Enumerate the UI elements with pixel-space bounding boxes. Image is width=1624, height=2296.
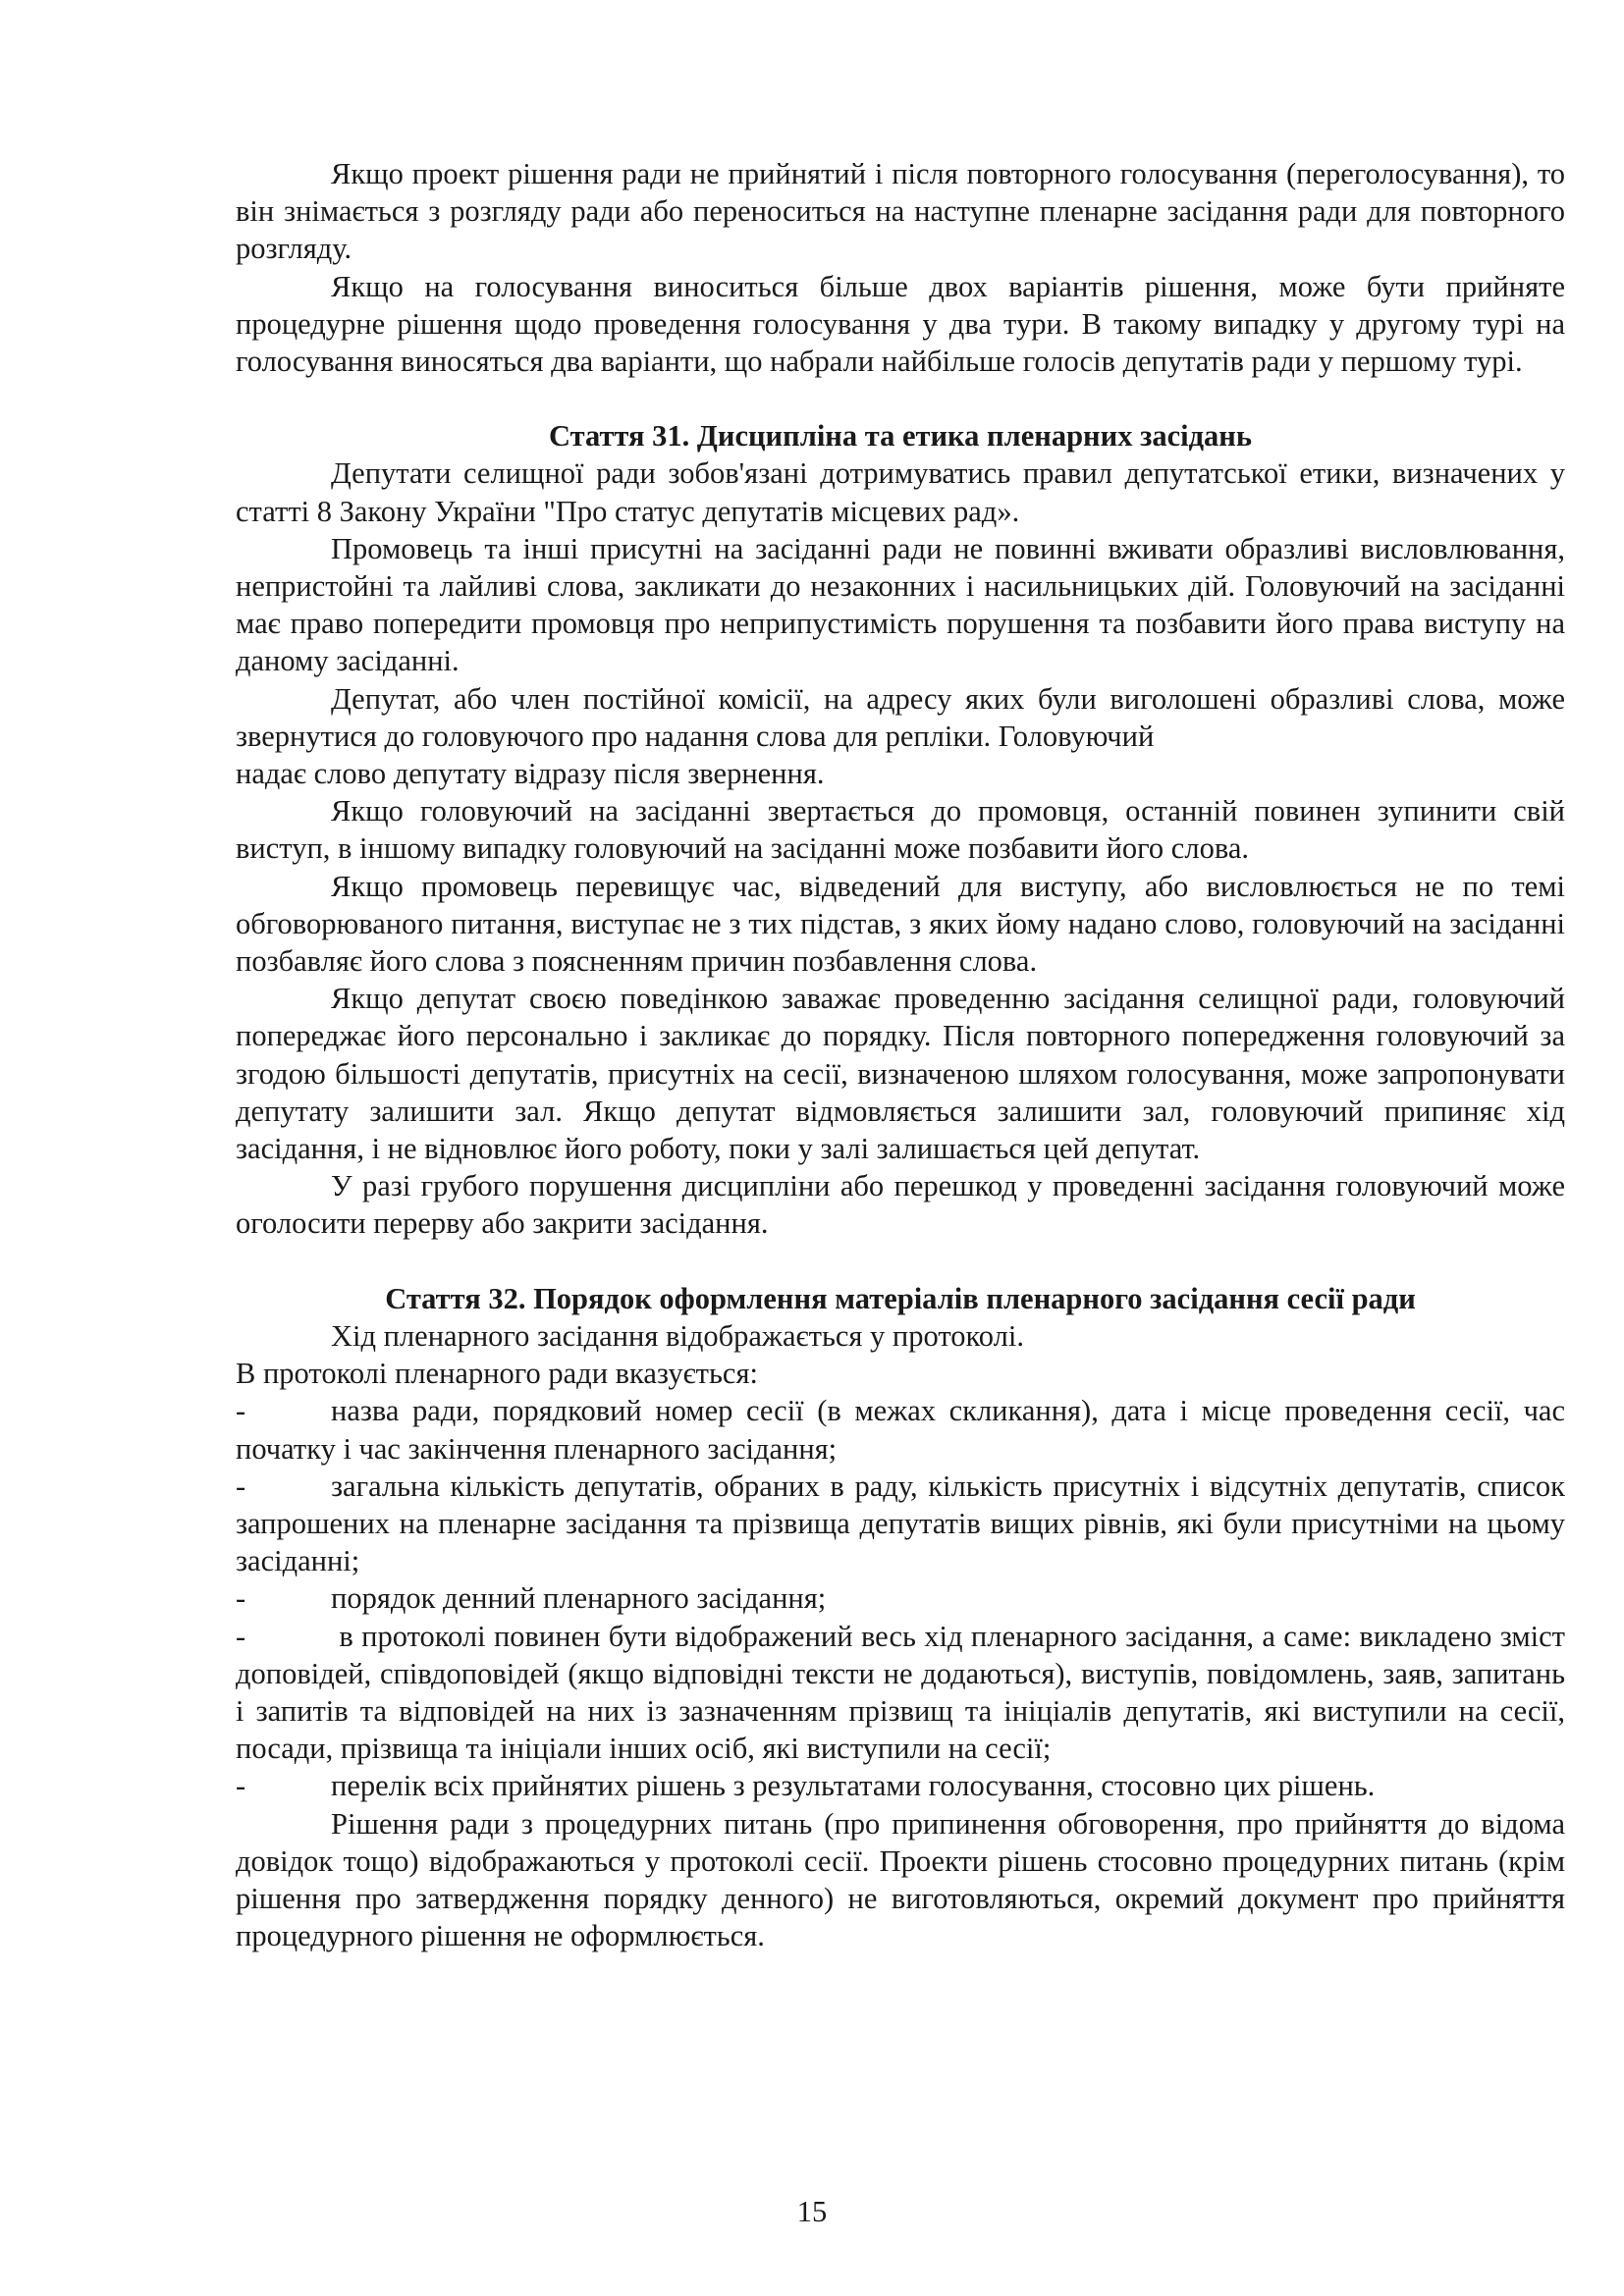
list-dash: - <box>236 1769 246 1803</box>
intro-paragraph-2: Якщо на голосування виноситься більше двох варіантів рішення, може бути прийняте процедурне рішення щодо проведення голосування у два тури. В такому випадку у другому турі на голосування виносяться два варіанти, що набрали найбільше голосів депутатів ради у першому турі. <box>236 269 1565 379</box>
article-31-paragraph-2: Промовець та інші присутні на засіданні ради не повинні вживати образливі висловлювання, непристойні та лайливі слова, закликати до незаконних і насильницьких дій. Головуючий на засіданні має право попередити промовця про неприпустимість порушення та позбавити його права виступу на даному засіданні. <box>236 531 1565 678</box>
list-dash: - <box>236 1468 246 1503</box>
list-item <box>236 1579 1565 1617</box>
section-gap <box>236 1243 1565 1280</box>
article-31-paragraph-3a: Депутат, або член постійної комісії, на адресу яких були виголошені образливі слова, може звернутися до головуючого про надання слова для репліки. Головуючий <box>236 681 1565 753</box>
list-item <box>236 1468 1565 1580</box>
page-number: 15 <box>796 2195 828 2228</box>
article-32-paragraph-1: Хід пленарного засідання відображається у протоколі. <box>331 1318 1024 1353</box>
article-31-paragraph-7: У разі грубого порушення дисципліни або перешкод у проведенні засідання головуючий може оголосити перерву або закрити засідання. <box>236 1169 1565 1241</box>
list-item-text: перелік всіх прийнятих рішень з результатами голосування, стосовно цих рішень. <box>331 1769 1376 1803</box>
list-dash: - <box>236 1619 246 1653</box>
article-31-paragraph-1: Депутати селищної ради зобов'язані дотримуватись правил депутатської етики, визначених у статті 8 Закону України "Про статус депутатів місцевих рад». <box>236 456 1565 528</box>
list-item <box>236 1392 1565 1467</box>
list-dash: - <box>236 1581 246 1616</box>
list-item-text: загальна кількість депутатів, обраних в раду, кількість присутніх і відсутніх депутатів, список запрошених на пленарне засідання та прізвища депутатів вищих рівнів, які були присутніми на цьому засіданні; <box>236 1468 1565 1578</box>
article-31-paragraph-6: Якщо депутат своєю поведінкою заважає проведенню засідання селищної ради, головуючий попереджає його персонально і закликає до порядку. Після повторного попередження головуючий за згодою більшості депутатів, присутніх на сесії, визначеною шляхом голосування, може запропонувати депутату залишити зал. Якщо депутат відмовляється залишити зал, головуючий припиняє хід засідання, і не відновлює його роботу, поки у залі залишається цей депутат. <box>236 982 1565 1166</box>
article-31-paragraph-5: Якщо промовець перевищує час, відведений для виступу, або висловлюється не по темі обговорюваного питання, виступає не з тих підстав, з яких йому надано слово, головуючий на засіданні позбавляє його слова з поясненням причин позбавлення слова. <box>236 869 1565 979</box>
list-item <box>236 1618 1565 1768</box>
list-item <box>236 1767 1565 1804</box>
article-31-paragraph-3b: надає слово депутату відразу після звернення. <box>236 757 825 791</box>
article-32-paragraph-3: Рішення ради з процедурних питань (про припинення обговорення, про прийняття до відома довідок тощо) відображаються у протоколі сесії. Проекти рішень стосовно процедурних питань (крім рішення про затвердження порядку денного) не виготовляються, окремий документ про прийняття процедурного рішення не оформлюється. <box>236 1806 1565 1953</box>
document-page <box>236 155 1565 1954</box>
intro-paragraph-1: Якщо проект рішення ради не прийнятий і після повторного голосування (переголосування), то він знімається з розгляду ради або переноситься на наступне пленарне засідання ради для повторного розгляду. <box>236 157 1565 266</box>
section-gap <box>236 380 1565 417</box>
list-dash: - <box>236 1394 246 1428</box>
article-31-title: Стаття 31. Дисципліна та етика пленарних засідань <box>549 419 1252 454</box>
article-32-title: Стаття 32. Порядок оформлення матеріалів пленарного засідання сесії ради <box>385 1281 1416 1315</box>
article-32-paragraph-2: В протоколі пленарного ради вказується: <box>236 1357 758 1391</box>
list-item-text: назва ради, порядковий номер сесії (в межах скликання), дата і місце проведення сесії, час початку і час закінчення пленарного засідання; <box>236 1394 1565 1466</box>
list-item-text: в протоколі повинен бути відображений весь хід пленарного засідання, а саме: викладено зміст доповідей, співдоповідей (якщо відповідні тексти не додаються), виступів, повідомлень, заяв, запитань і запитів та відповідей на них із зазначенням прізвищ та ініціалів депутатів, які виступили на сесії, посади, прізвища та ініціали інших осіб, які виступили на сесії; <box>236 1619 1565 1766</box>
article-31-paragraph-4: Якщо головуючий на засіданні звертається до промовця, останній повинен зупинити свій виступ, в іншому випадку головуючий на засіданні може позбавити його слова. <box>236 794 1565 866</box>
list-item-text: порядок денний пленарного засідання; <box>331 1581 827 1616</box>
